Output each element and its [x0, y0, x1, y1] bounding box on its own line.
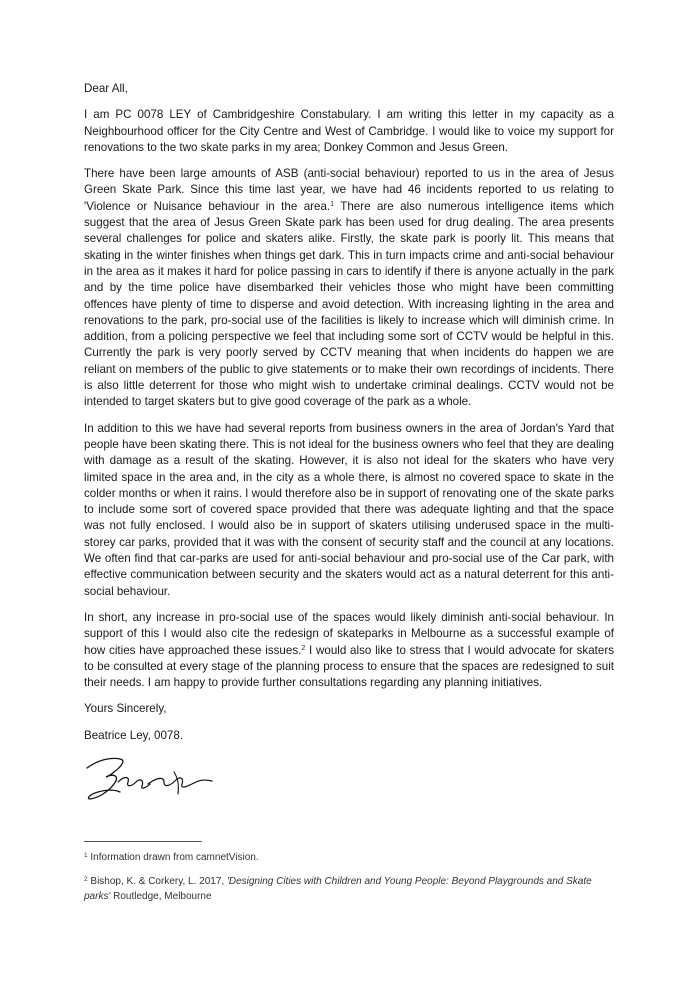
footnote-2-title: 'Designing Cities with Children and Young People: Beyond Playgrounds and Skate parks': [84, 876, 592, 902]
footnote-1-number: 1: [84, 852, 88, 859]
salutation: Dear All,: [84, 82, 128, 95]
footnote-ref-1: 1: [330, 200, 335, 208]
paragraph-jordans-yard: In addition to this we have had several reports from business owners in the area of Jordan's Yard that people have been skating there. This is not ideal for the business owners who feel that they are dealing with damage as a result of the skating. However, it is also not ideal for the skaters who have very limited space in the area and, in the city as a whole there, is almost no covered space to skate in the colder months or when it rains. I would therefore also be in support of renovating one of the skate parks to include some sort of covered space provided that there was adequate lighting and that the space was not fully enclosed. I would also be in support of skaters utilising underused space in the multi-storey car parks, provided that it was with the consent of security staff and the council at any locations. We often find that car-parks are used for anti-social behaviour and pro-social use of the Car park, with effective communication between security and the skaters would act as a natural deterrent for this anti-social behaviour.: [84, 421, 614, 598]
paragraph-conclusion-part1: In short, any increase in pro-social use of the spaces would likely diminish anti-social behaviour. In support of this I would also cite the redesign of skateparks in Melbourne as a successful example of how cities have approached these issues.: [84, 610, 614, 657]
paragraph-jesus-green-part1: There have been large amounts of ASB (anti-social behaviour) reported to us in the area of Jesus Green Skate Park. Since this time last year, we have had 46 incidents reported to us relating to 'Violence or Nuisance behaviour in the area.: [84, 167, 614, 213]
footnote-1-text: Information drawn from camnetVision.: [87, 852, 259, 863]
paragraph-jesus-green: [84, 166, 614, 410]
footnote-2-publisher: Routledge, Melbourne: [110, 891, 212, 902]
paragraph-jesus-green-part2: There are also numerous intelligence items which suggest that the area of Jesus Green Skate park has been used for drug dealing. The area presents several challenges for police and skaters alike. Firstly, the skate park is poorly lit. This means that skating in the winter finishes when things get dark. This in turn impacts crime and anti-social behaviour in the area as it makes it hard for police passing in cars to identify if there is anyone actually in the park and by the time police have disembarked their vehicles those who might have been committing offences have plenty of time to disperse and avoid detection. With increasing lighting in the area and renovations to the park, pro-social use of the facilities is likely to increase which will diminish crime. In addition, from a policing perspective we feel that including some sort of CCTV would be helpful in this. Currently the park is very poorly served by CCTV meaning that when incidents do happen we are reliant on members of the public to give statements or to make their own recordings of incidents. There is also little deterrent for those who might wish to undertake criminal dealings. CCTV would not be intended to target skaters but to give good coverage of the park as a whole.: [84, 199, 614, 409]
footnote-1: [84, 850, 604, 865]
footnote-2: [84, 874, 604, 904]
handwritten-signature: [84, 754, 214, 804]
paragraph-intro: I am PC 0078 LEY of Cambridgeshire Constabulary. I am writing this letter in my capacity as a Neighbourhood officer for the City Centre and West of Cambridge. I would like to voice my support for renovations to the two skate parks in my area; Donkey Common and Jesus Green.: [84, 108, 614, 154]
paragraph-conclusion-part2: I would also like to stress that I would advocate for skaters to be consulted at every stage of the planning process to ensure that the spaces are redesigned to suit their needs. I am happy to provide further consultations regarding any planning initiatives.: [84, 643, 614, 690]
footnotes: [84, 850, 604, 910]
letter-body: [84, 81, 614, 804]
footnote-2-authors: Bishop, K. & Corkery, L. 2017,: [87, 876, 227, 887]
footnote-2-number: 2: [84, 876, 88, 883]
footnote-ref-2: 2: [301, 644, 306, 652]
footnote-divider: [84, 841, 202, 842]
signer-name: Beatrice Ley, 0078.: [84, 728, 184, 742]
paragraph-conclusion: [84, 610, 614, 691]
closing: Yours Sincerely,: [84, 702, 167, 716]
